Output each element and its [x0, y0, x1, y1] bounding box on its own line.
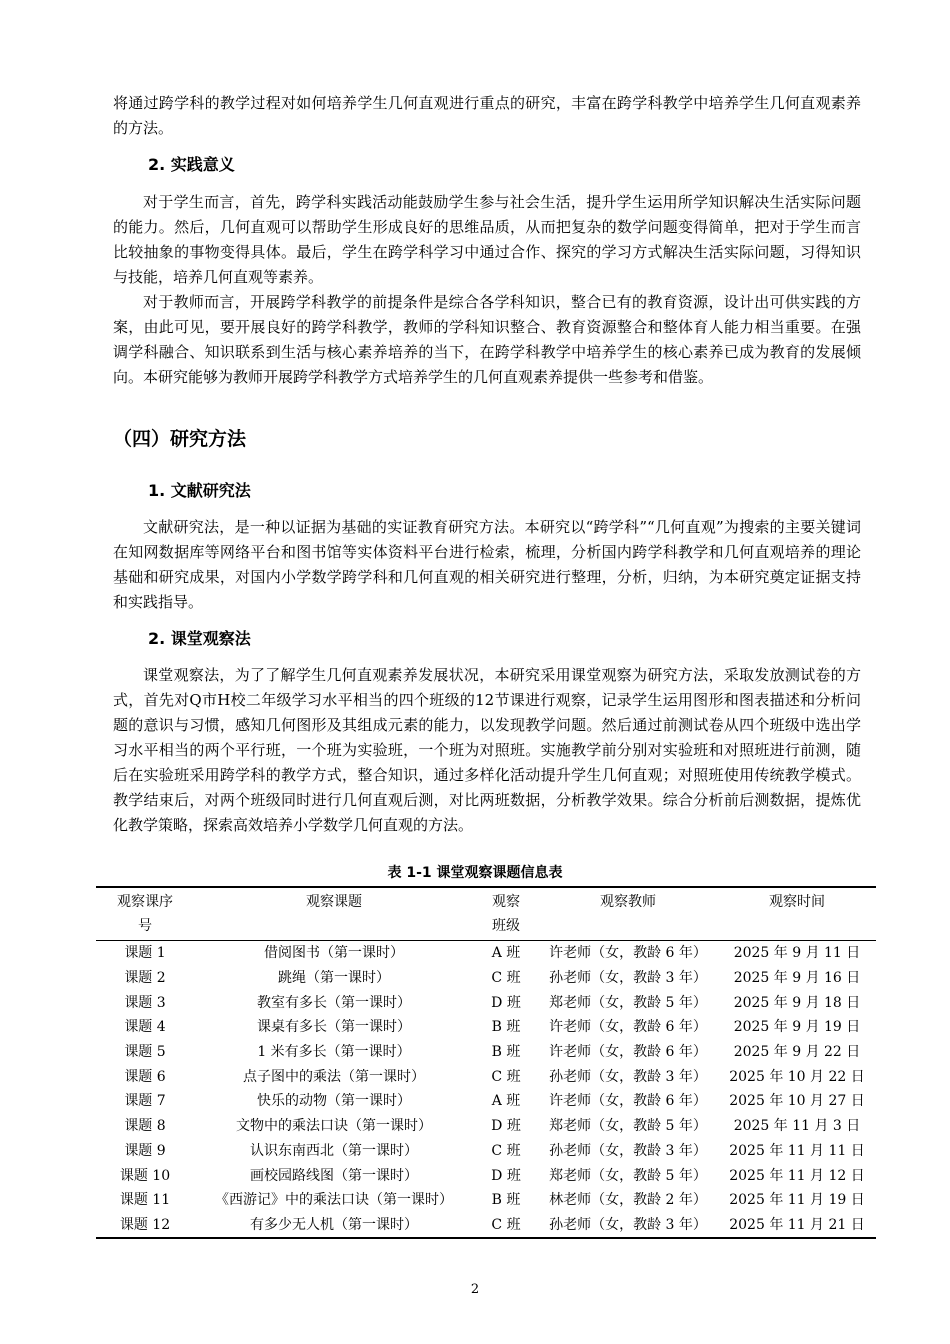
cell-teacher: 许老师（女，教龄 6 年） — [549, 1044, 707, 1061]
heading-practical-significance: 2. 实践意义 — [148, 155, 235, 174]
table-row — [96, 990, 876, 1015]
cell-topic: 有多少无人机（第一课时） — [250, 1216, 418, 1233]
table-body — [96, 941, 876, 1239]
cell-class: B 班 — [491, 1019, 521, 1036]
cell-class: C 班 — [491, 1216, 521, 1233]
cell-class: B 班 — [491, 1044, 521, 1061]
paragraph-literature: 文献研究法，是一种以证据为基础的实证教育研究方法。本研究以“跨学科”“几何直观”为搜索的主要关键词在知网数据库等网络平台和图书馆等实体资料平台进行检索，梳理，分析国内跨学科教学和几何直观培养的理论基础和研究成果，对国内小学数学跨学科和几何直观的相关研究进行整理，分析，归纳，为本研究奠定证据支持和实践指导。 — [113, 518, 861, 611]
table-header-row — [96, 887, 876, 941]
cell-time: 2025 年 11 月 11 日 — [729, 1142, 865, 1159]
cell-topic: 点子图中的乘法（第一课时） — [243, 1068, 425, 1085]
table-row — [96, 1064, 876, 1089]
cell-class: D 班 — [491, 1118, 521, 1135]
paragraph-students: 对于学生而言，首先，跨学科实践活动能鼓励学生参与社会生活，提升学生运用所学知识解决生活实际问题的能力。然后，几何直观可以帮助学生形成良好的思维品质，从而把复杂的数学问题变得简单，把对于学生而言比较抽象的事物变得具体。最后，学生在跨学科学习中通过合作、探究的学习方式解决生活实际问题，习得知识与技能，培养几何直观等素养。 — [113, 193, 861, 286]
table-row — [96, 1163, 876, 1188]
cell-teacher: 林老师（女，教龄 2 年） — [549, 1192, 707, 1209]
cell-lesson-no: 课题 5 — [124, 1044, 166, 1061]
cell-topic: 跳绳（第一课时） — [278, 970, 390, 987]
cell-lesson-no: 课题 1 — [124, 945, 166, 962]
cell-class: D 班 — [491, 1167, 521, 1184]
cell-lesson-no: 课题 12 — [119, 1216, 171, 1233]
cell-topic: 《西游记》中的乘法口诀（第一课时） — [215, 1192, 453, 1209]
cell-class: C 班 — [491, 970, 521, 987]
cell-lesson-no: 课题 11 — [119, 1192, 171, 1209]
header-class: 观察 班级 — [474, 887, 538, 941]
header-lesson-no: 观察课序 号 — [96, 887, 194, 941]
cell-teacher: 孙老师（女，教龄 3 年） — [549, 1142, 707, 1159]
cell-topic: 课桌有多长（第一课时） — [257, 1019, 411, 1036]
cell-topic: 画校园路线图（第一课时） — [250, 1167, 418, 1184]
cell-time: 2025 年 9 月 11 日 — [733, 945, 861, 962]
cell-class: C 班 — [491, 1068, 521, 1085]
cell-topic: 文物中的乘法口诀（第一课时） — [236, 1118, 432, 1135]
table-row — [96, 1089, 876, 1114]
cell-class: B 班 — [491, 1192, 521, 1209]
cell-time: 2025 年 11 月 3 日 — [733, 1118, 861, 1135]
paragraph-teachers: 对于教师而言，开展跨学科教学的前提条件是综合各学科知识，整合已有的教育资源，设计出可供实践的方案，由此可见，要开展良好的跨学科教学，教师的学科知识整合、教育资源整合和整体育人能力相当重要。在强调学科融合、知识联系到生活与核心素养培养的当下，在跨学科教学中培养学生的核心素养已成为教育的发展倾向。本研究能够为教师开展跨学科教学方式培养学生的几何直观素养提供一些参考和借鉴。 — [113, 293, 861, 386]
cell-lesson-no: 课题 7 — [124, 1093, 166, 1110]
cell-teacher: 郑老师（女，教龄 5 年） — [549, 1118, 707, 1135]
cell-class: D 班 — [491, 994, 521, 1011]
cell-class: A 班 — [491, 1093, 521, 1110]
cell-teacher: 孙老师（女，教龄 3 年） — [549, 1216, 707, 1233]
cell-topic: 教室有多长（第一课时） — [257, 994, 411, 1011]
cell-lesson-no: 课题 9 — [124, 1142, 166, 1159]
cell-lesson-no: 课题 10 — [119, 1167, 171, 1184]
paragraph-intro-tail: 将通过跨学科的教学过程对如何培养学生几何直观进行重点的研究，丰富在跨学科教学中培养学生几何直观素养的方法。 — [113, 94, 861, 137]
header-teacher: 观察教师 — [538, 887, 718, 941]
cell-time: 2025 年 9 月 19 日 — [733, 1019, 861, 1036]
cell-time: 2025 年 9 月 16 日 — [733, 970, 861, 987]
cell-lesson-no: 课题 8 — [124, 1118, 166, 1135]
cell-time: 2025 年 10 月 27 日 — [729, 1093, 865, 1110]
cell-topic: 1 米有多长（第一课时） — [257, 1044, 411, 1061]
cell-class: A 班 — [491, 945, 521, 962]
cell-teacher: 孙老师（女，教龄 3 年） — [549, 970, 707, 987]
table-row — [96, 1015, 876, 1040]
cell-teacher: 许老师（女，教龄 6 年） — [549, 945, 707, 962]
table-row — [96, 1188, 876, 1213]
cell-time: 2025 年 11 月 21 日 — [729, 1216, 865, 1233]
heading-observation-method: 2. 课堂观察法 — [148, 629, 251, 648]
table-row — [96, 1139, 876, 1164]
cell-teacher: 孙老师（女，教龄 3 年） — [549, 1068, 707, 1085]
cell-time: 2025 年 9 月 22 日 — [733, 1044, 861, 1061]
cell-time: 2025 年 11 月 12 日 — [729, 1167, 865, 1184]
table-row — [96, 1213, 876, 1239]
page-number: 2 — [470, 1282, 480, 1297]
cell-teacher: 郑老师（女，教龄 5 年） — [549, 994, 707, 1011]
cell-lesson-no: 课题 3 — [124, 994, 166, 1011]
cell-topic: 快乐的动物（第一课时） — [257, 1093, 411, 1110]
cell-topic: 借阅图书（第一课时） — [264, 945, 404, 962]
heading-literature-method: 1. 文献研究法 — [148, 481, 251, 500]
table-row — [96, 1040, 876, 1065]
heading-research-methods: （四）研究方法 — [113, 428, 247, 450]
cell-teacher: 许老师（女，教龄 6 年） — [549, 1019, 707, 1036]
header-topic: 观察课题 — [194, 887, 474, 941]
cell-teacher: 许老师（女，教龄 6 年） — [549, 1093, 707, 1110]
table-row — [96, 1114, 876, 1139]
cell-time: 2025 年 9 月 18 日 — [733, 994, 861, 1011]
cell-topic: 认识东南西北（第一课时） — [250, 1142, 418, 1159]
cell-lesson-no: 课题 6 — [124, 1068, 166, 1085]
header-time: 观察时间 — [718, 887, 876, 941]
cell-teacher: 郑老师（女，教龄 5 年） — [549, 1167, 707, 1184]
cell-lesson-no: 课题 4 — [124, 1019, 166, 1036]
table-caption: 表 1-1 课堂观察课题信息表 — [387, 865, 563, 881]
cell-time: 2025 年 11 月 19 日 — [729, 1192, 865, 1209]
observation-info-table — [96, 886, 876, 1239]
cell-class: C 班 — [491, 1142, 521, 1159]
table-row — [96, 966, 876, 991]
table-row — [96, 941, 876, 966]
cell-time: 2025 年 10 月 22 日 — [729, 1068, 865, 1085]
paragraph-observation: 课堂观察法，为了了解学生几何直观素养发展状况，本研究采用课堂观察为研究方法，采取发放测试卷的方式，首先对Q市H校二年级学习水平相当的四个班级的12节课进行观察，记录学生运用图形和图表描述和分析问题的意识与习惯，感知几何图形及其组成元素的能力，以发现教学问题。然后通过前测试卷从四个班级中选出学习水平相当的两个平行班，一个班为实验班，一个班为对照班。实施教学前分别对实验班和对照班进行前测，随后在实验班采用跨学科的教学方式，整合知识，通过多样化活动提升学生几何直观；对照班使用传统教学模式。教学结束后，对两个班级同时进行几何直观后测，对比两班数据，分析教学效果。综合分析前后测数据，提炼优化教学策略，探索高效培养小学数学几何直观的方法。 — [113, 666, 861, 834]
cell-lesson-no: 课题 2 — [124, 970, 166, 987]
